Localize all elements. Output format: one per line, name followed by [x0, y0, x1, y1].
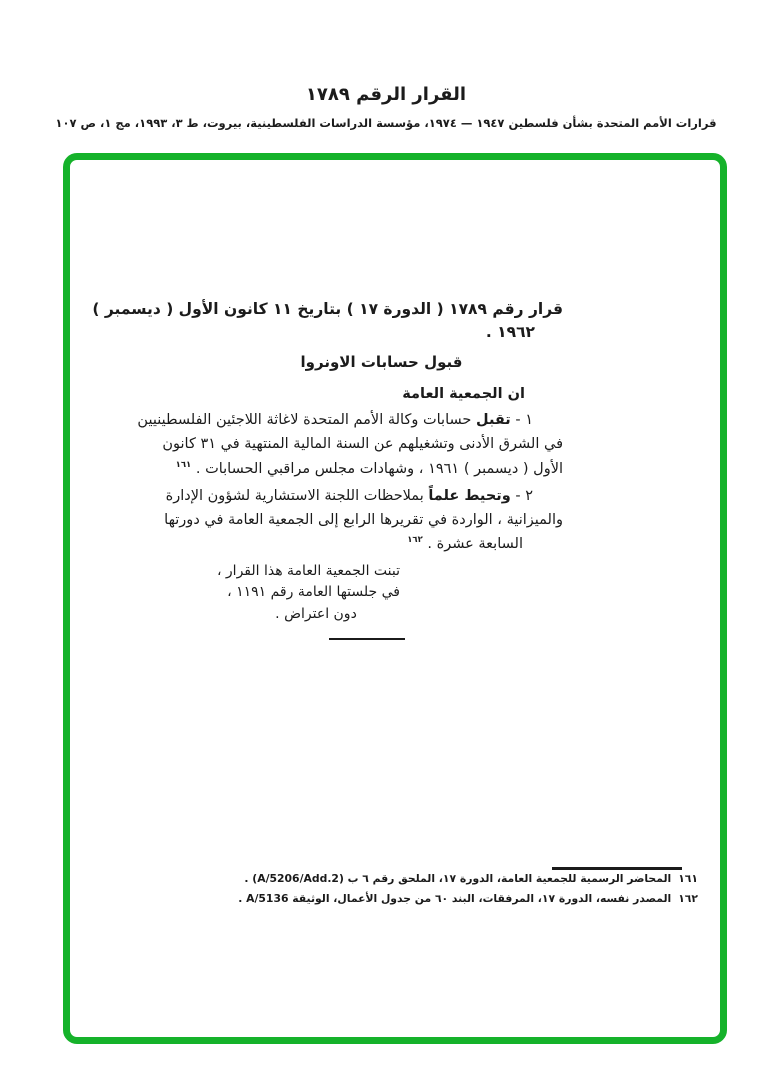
paragraph-2-line-1 — [165, 484, 533, 508]
paragraph-1-lead-word: تقبل — [476, 412, 511, 428]
footnote-161 — [244, 872, 698, 886]
adoption-line-3: دون اعتراض . — [275, 605, 357, 622]
paragraph-2-line-3 — [200, 532, 523, 556]
footnote-ref-162: ١٦٢ — [407, 535, 423, 546]
operative-paragraph-1 — [137, 408, 563, 481]
paragraph-2-line-1-text: بملاحظات اللجنة الاستشارية لشؤون الإدارة — [165, 487, 424, 504]
paragraph-2-line-3-text: السابعة عشرة . — [427, 536, 523, 553]
paragraph-2-lead-word: وتحيط علماً — [428, 487, 511, 504]
paragraph-1-number: ١ - — [515, 412, 533, 428]
adoption-line-2: في جلستها العامة رقم ١١٩١ ، — [227, 584, 400, 601]
adoption-note — [216, 561, 400, 626]
footnote-162 — [238, 892, 698, 906]
paragraph-1-line-1 — [137, 408, 533, 432]
footnote-ref-161: ١٦١ — [175, 459, 192, 470]
page-title: القرار الرقم ١٧٨٩ — [305, 84, 467, 105]
resolution-heading-line-2: ١٩٦٢ . — [485, 323, 535, 341]
end-rule — [329, 638, 405, 640]
adoption-line-1: تبنت الجمعية العامة هذا القرار ، — [216, 562, 400, 579]
operative-paragraph-2 — [164, 484, 563, 557]
resolution-heading-line-1: قرار رقم ١٧٨٩ ( الدورة ١٧ ) بتاريخ ١١ كانون الأول ( ديسمبر ) — [92, 300, 563, 318]
paragraph-2-number: ٢ - — [515, 487, 533, 504]
footnote-161-number: ١٦١ — [678, 872, 698, 885]
footnote-161-text: المحاضر الرسمية للجمعية العامة، الدورة ١٧، الملحق رقم ٦ ب (A/5206/Add.2) . — [244, 872, 672, 885]
resolution-subject: قبول حسابات الاونروا — [300, 353, 463, 371]
highlight-frame — [63, 153, 727, 1044]
paragraph-1-line-2: في الشرق الأدنى وتشغيلهم عن السنة المالية المنتهية في ٣١ كانون — [162, 436, 563, 453]
footnote-162-number: ١٦٢ — [678, 892, 698, 905]
scanned-document-body — [92, 298, 563, 640]
footnote-162-text: المصدر نفسه، الدورة ١٧، المرفقات، البند ٦٠ من جدول الأعمال، الوثيقة A/5136 . — [238, 892, 672, 905]
paragraph-1-line-3 — [175, 457, 563, 481]
source-citation: قرارات الأمم المتحدة بشأن فلسطين ١٩٤٧ — ١٩٧٤، مؤسسة الدراسات الفلسطينية، بيروت، ط ٣، ١٩٩٣، مج ١، ص ١٠٧ — [55, 116, 717, 130]
paragraph-2-line-2: والميزانية ، الواردة في تقريرها الرابع إلى الجمعية العامة في دورتها — [164, 512, 563, 529]
paragraph-1-line-1-text: حسابات وكالة الأمم المتحدة لاغاثة اللاجئين الفلسطينيين — [137, 412, 472, 428]
opening-phrase: ان الجمعية العامة — [402, 386, 525, 402]
paragraph-1-line-3-text: الأول ( ديسمبر ) ١٩٦١ ، وشهادات مجلس مراقبي الحسابات . — [195, 460, 563, 477]
footnote-separator — [552, 867, 682, 870]
